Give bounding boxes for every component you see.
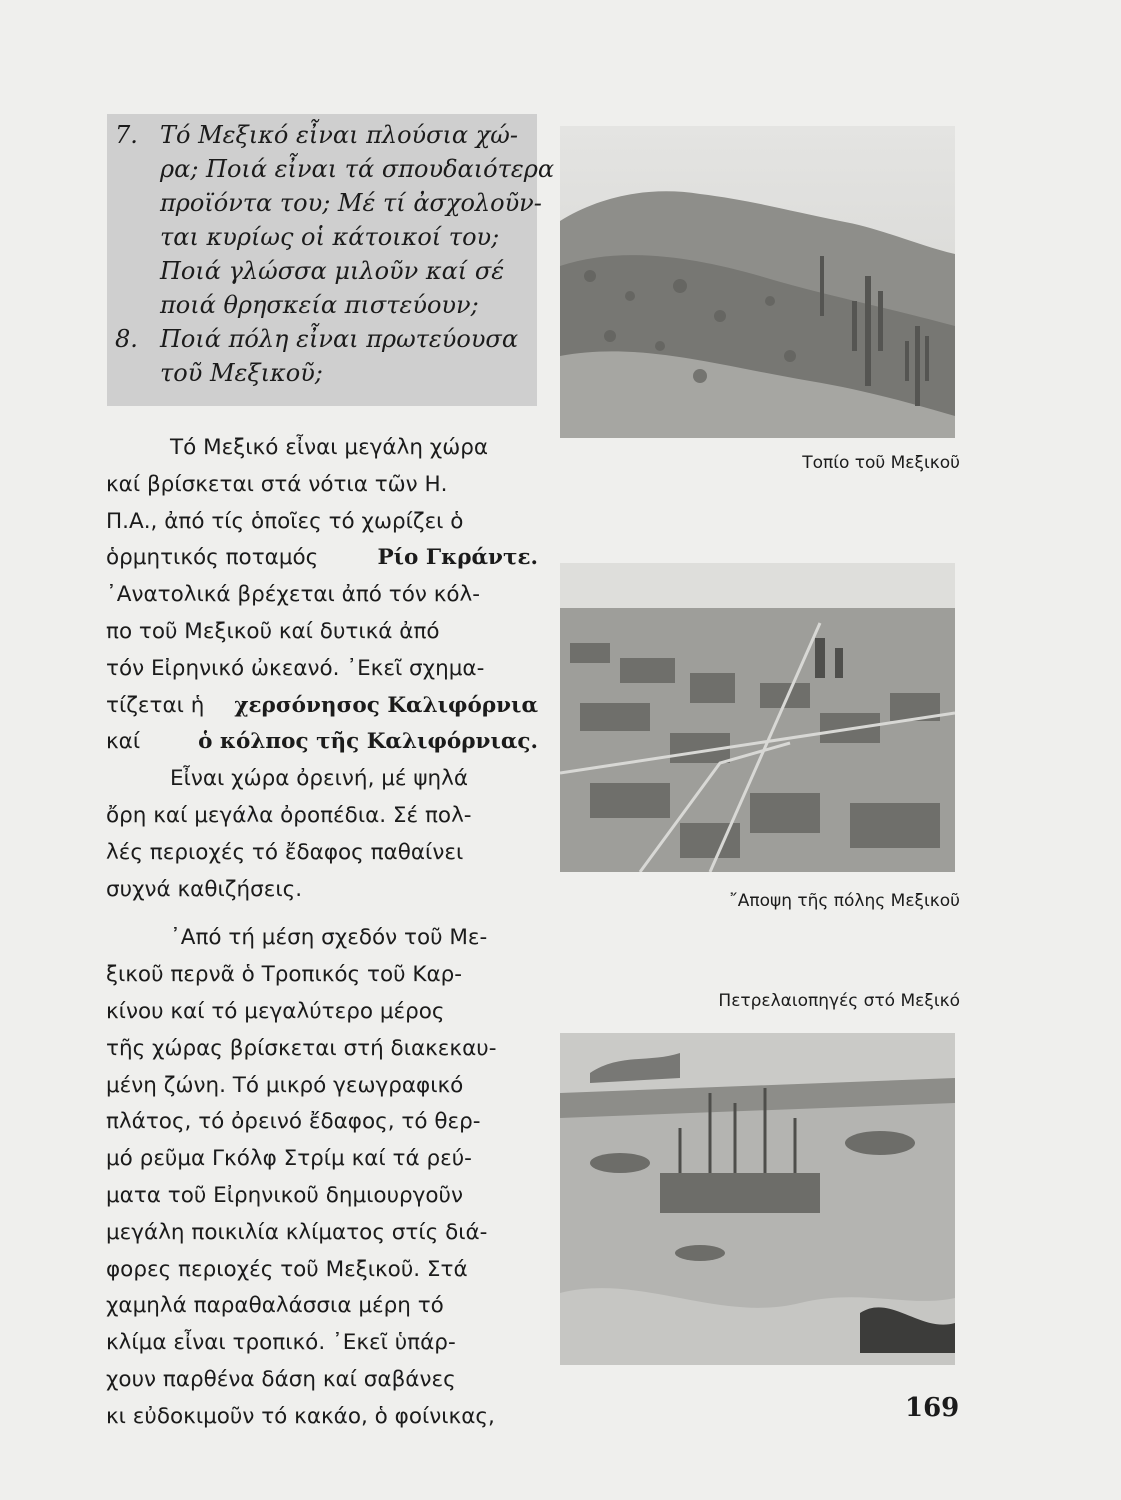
paragraph-climate xyxy=(106,920,538,1435)
text-segment: ᾿Ανατολικά βρέχεται ἀπό τόν κόλ- xyxy=(106,582,481,608)
bold-term: ὁ κόλπος τῆς Καλιφόρνιας. xyxy=(198,729,538,755)
text-line: πλάτος, τό ὀρεινό ἔδαφος, τό θερ- xyxy=(106,1109,481,1135)
page-number: 169 xyxy=(905,1393,960,1423)
text-line: κλίμα εἶναι τροπικό. ᾿Εκεῖ ὑπάρ- xyxy=(106,1330,456,1356)
text-line: μό ρεῦμα Γκόλφ Στρίμ καί τά ρεύ- xyxy=(106,1146,472,1172)
text-segment: Π.Α., ἀπό τίς ὁποῖες τό χωρίζει ὁ xyxy=(106,508,464,534)
text-segment: ὁρμητικός ποταμός xyxy=(106,545,319,571)
text-line: κίνου καί τό μεγαλύτερο μέρος xyxy=(106,998,445,1024)
text-line xyxy=(106,430,538,467)
question-number: 8. xyxy=(115,325,138,353)
text-line xyxy=(106,577,538,614)
landscape-photo xyxy=(560,126,955,438)
text-segment: ὄρη καί μεγάλα ὀροπέδια. Σέ πολ- xyxy=(106,802,472,828)
text-line xyxy=(106,872,538,909)
text-segment: καί βρίσκεται στά νότια τῶν Η. xyxy=(106,471,448,497)
city-caption: ῎Αποψη τῆς πόλης Μεξικοῦ xyxy=(729,891,960,911)
question-line: Ποιά πόλη εἶναι πρωτεύουσα xyxy=(160,325,519,353)
text-line: ξικοῦ περνᾶ ὁ Τροπικός τοῦ Καρ- xyxy=(106,962,463,988)
landscape-caption: Τοπίο τοῦ Μεξικοῦ xyxy=(802,453,960,473)
text-line: ματα τοῦ Εἰρηνικοῦ δημιουργοῦν xyxy=(106,1182,463,1208)
review-questions-box xyxy=(107,114,555,406)
oilfield-photo xyxy=(560,1033,955,1365)
text-line: κι εὐδοκιμοῦν τό κακάο, ὁ φοίνικας, xyxy=(106,1403,495,1429)
text-segment: καί xyxy=(106,729,141,755)
text-line xyxy=(106,504,538,541)
question-number: 7. xyxy=(115,121,138,149)
oilfield-caption: Πετρελαιοπηγές στό Μεξικό xyxy=(718,991,960,1011)
text-segment: λές περιοχές τό ἔδαφος παθαίνει xyxy=(106,839,464,865)
text-line xyxy=(106,651,538,688)
question-8 xyxy=(107,322,537,390)
question-7 xyxy=(107,118,555,322)
city-photo xyxy=(560,563,955,872)
text-segment: Τό Μεξικό εἶναι μεγάλη χώρα xyxy=(170,435,489,460)
question-line: ρα; Ποιά εἶναι τά σπουδαιότερα xyxy=(160,155,555,183)
text-line: χαμηλά παραθαλάσσια μέρη τό xyxy=(106,1293,444,1319)
bold-term: Ρίο Γκράντε. xyxy=(377,545,538,571)
text-line xyxy=(106,688,538,725)
question-line: Τό Μεξικό εἶναι πλούσια χώ- xyxy=(160,121,518,149)
text-line xyxy=(106,798,538,835)
text-segment: τόν Εἰρηνικό ὠκεανό. ᾿Εκεῖ σχημα- xyxy=(106,655,485,681)
text-line: μεγάλη ποικιλία κλίματος στίς διά- xyxy=(106,1219,488,1245)
text-segment: Εἶναι χώρα ὀρεινή, μέ ψηλά xyxy=(170,766,469,792)
question-line: προϊόντα του; Μέ τί ἀσχολοῦν- xyxy=(160,189,542,217)
text-line: τῆς χώρας βρίσκεται στή διακεκαυ- xyxy=(106,1035,497,1061)
text-line xyxy=(106,540,538,577)
question-line: ποιά θρησκεία πιστεύουν; xyxy=(160,291,479,319)
question-line: Ποιά γλώσσα μιλοῦν καί σέ xyxy=(160,257,505,285)
text-line xyxy=(106,761,538,798)
text-line: χουν παρθένα δάση καί σαβάνες xyxy=(106,1366,456,1392)
text-segment: συχνά καθιζήσεις. xyxy=(106,876,303,902)
bold-term: χερσόνησος Καλιφόρνια xyxy=(234,692,538,718)
text-line xyxy=(106,467,538,504)
question-line: τοῦ Μεξικοῦ; xyxy=(160,359,323,387)
text-line: ᾿Από τή μέση σχεδόν τοῦ Με- xyxy=(170,925,488,951)
text-segment: πο τοῦ Μεξικοῦ καί δυτικά ἀπό xyxy=(106,618,440,644)
body-text xyxy=(106,430,538,1436)
text-line: φορες περιοχές τοῦ Μεξικοῦ. Στά xyxy=(106,1256,468,1282)
text-line xyxy=(106,614,538,651)
text-segment: τίζεται ἡ xyxy=(106,692,205,718)
question-line: ται κυρίως οἱ κάτοικοί του; xyxy=(160,223,500,251)
paragraph-geography xyxy=(106,430,538,908)
text-line xyxy=(106,835,538,872)
text-line xyxy=(106,724,538,761)
text-line: μένη ζώνη. Τό μικρό γεωγραφικό xyxy=(106,1072,464,1098)
